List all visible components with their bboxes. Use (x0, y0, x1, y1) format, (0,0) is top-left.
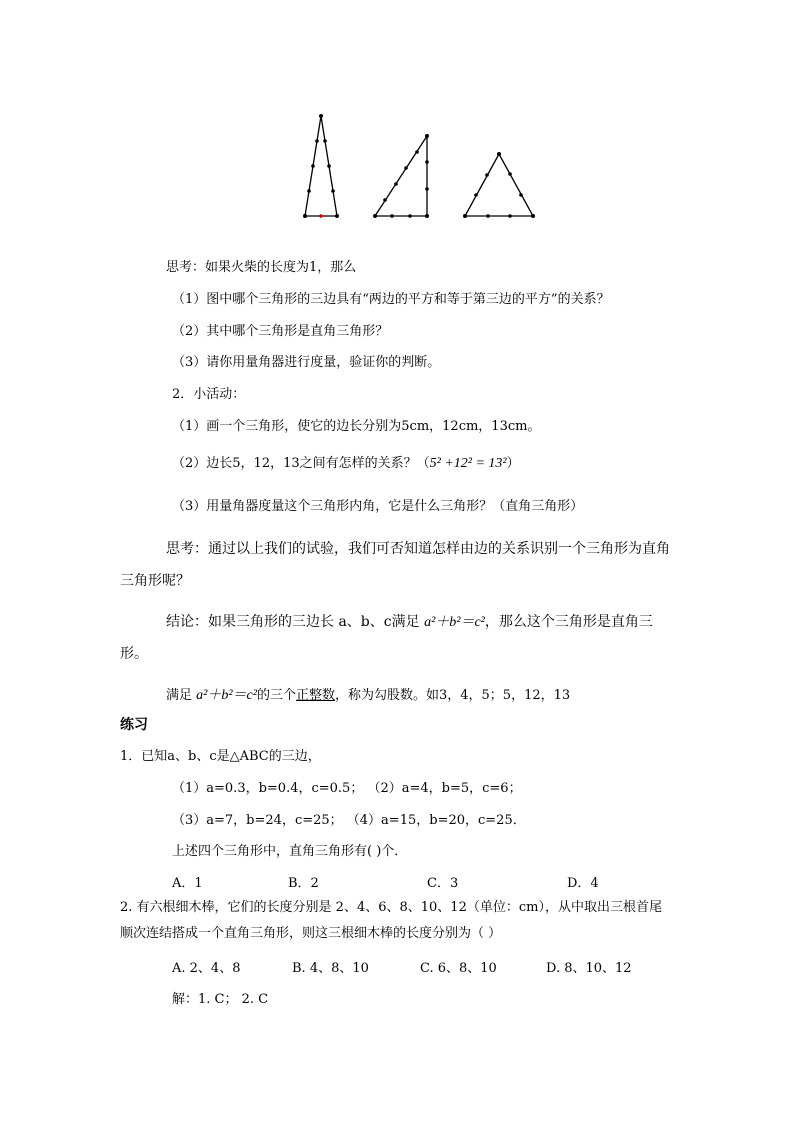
problem-1-option-b: B．2 (288, 876, 319, 891)
equilateral-triangle (465, 154, 533, 216)
problem-1-option-c: C．3 (427, 876, 459, 891)
matchstick-triangles-figure (295, 108, 545, 228)
pythagorean-suffix: ，称为勾股数。如3，4，5；5，12，13 (334, 688, 571, 703)
problem-2-option-b: B. 4、8、10 (292, 961, 369, 976)
conclusion-line-2: 形。 (120, 646, 148, 662)
think1-question-2: （2）其中哪个三角形是直角三角形？ (172, 324, 389, 339)
think2-line-1: 思考：通过以上我们的试验，我们可否知道怎样由边的关系识别一个三角形为直角 (166, 541, 670, 557)
tall-isosceles-triangle (305, 116, 337, 216)
problem-1-option-d: D．4 (567, 876, 599, 891)
think1-intro: 思考：如果火柴的长度为1，那么 (166, 260, 357, 275)
problem-1-stem: 1．已知a、b、c是△ABC的三边， (120, 749, 321, 764)
problem-2-line-1: 2. 有六根细木棒，它们的长度分别是 2、4、6、8、10、12（单位：cm），从中取出三根首尾 (120, 900, 662, 915)
think1-question-1: （1）图中哪个三角形的三边具有“两边的平方和等于第三边的平方”的关系？ (172, 292, 610, 307)
right-triangle (375, 136, 427, 216)
answer-line: 解：1. C； 2. C (172, 992, 269, 1007)
pythagoras-equation: 5² +12² = 13² (429, 456, 507, 471)
positive-integer-term: 正整数 (295, 688, 335, 703)
activity-item-2 (172, 455, 520, 473)
activity-heading: 2．小活动： (172, 387, 246, 402)
activity-item-1: （1）画一个三角形，使它的边长分别为5cm，12cm，13cm。 (172, 419, 541, 434)
conclusion-text: 结论：如果三角形的三边长 a、b、c满足 (166, 614, 425, 630)
pythagorean-prefix: 满足 (166, 688, 197, 703)
activity-item-2-close: ） (506, 456, 520, 471)
problem-2-option-c: C. 6、8、10 (420, 961, 497, 976)
pythagorean-triples-line (166, 687, 570, 705)
activity-item-2-text: （2）边长5，12，13之间有怎样的关系？（ (172, 456, 430, 471)
problem-1-cases-row-1: （1）a=0.3，b=0.4，c=0.5； （2）a=4，b=5，c=6； (172, 781, 522, 796)
problem-2-option-d: D. 8、10、12 (546, 961, 632, 976)
conclusion-text-end: ，那么这个三角形是直角三 (484, 614, 653, 630)
conclusion-formula: a²＋b²＝c² (424, 615, 485, 630)
pythagorean-formula: a²＋b²＝c² (196, 688, 257, 703)
practice-heading: 练习 (120, 717, 148, 733)
think1-question-3: （3）请你用量角器进行度量，验证你的判断。 (172, 355, 441, 370)
problem-1-cases-row-2: （3）a=7，b=24，c=25； （4）a=15，b=20，c=25． (172, 813, 526, 828)
pythagorean-middle: 的三个 (256, 688, 296, 703)
problem-2-option-a: A. 2、4、8 (172, 961, 241, 976)
problem-2-line-2: 顺次连结搭成一个直角三角形，则这三根细木棒的长度分别为（ ） (120, 926, 502, 941)
problem-1-question: 上述四个三角形中，直角三角形有( )个． (172, 844, 408, 859)
conclusion-line-1 (166, 613, 653, 632)
activity-item-3: （3）用量角器度量这个三角形内角，它是什么三角形？（直角三角形） (172, 499, 584, 514)
think2-line-2: 三角形呢？ (120, 573, 190, 589)
problem-1-option-a: A．1 (172, 876, 203, 891)
